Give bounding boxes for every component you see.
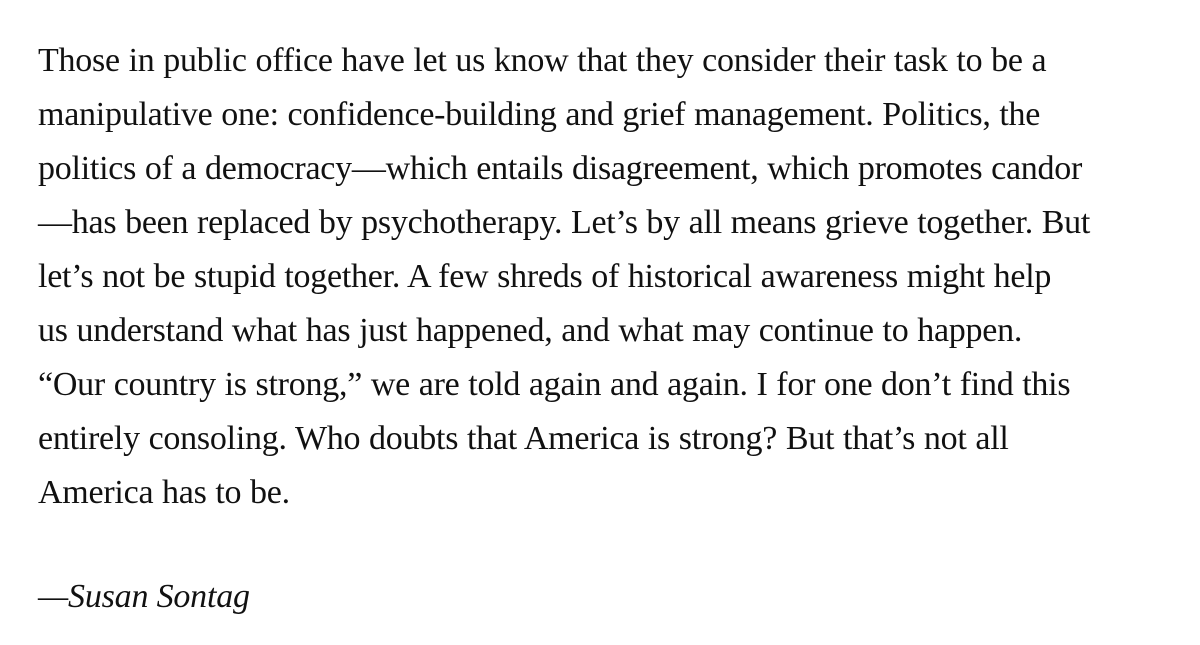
quote-line: manipulative one: confidence-building and grief management. Politics, the <box>38 96 1041 133</box>
quote-line: Those in public office have let us know that they consider their task to be a <box>38 42 1047 79</box>
quote-line: “Our country is strong,” we are told again and again. I for one don’t find this <box>38 366 1071 403</box>
quote-line: entirely consoling. Who doubts that America is strong? But that’s not all <box>38 420 1009 457</box>
quote-line: America has to be. <box>38 474 290 511</box>
quote-line: us understand what has just happened, and what may continue to happen. <box>38 312 1023 349</box>
quote-attribution: —Susan Sontag <box>38 578 250 615</box>
quote-line: let’s not be stupid together. A few shreds of historical awareness might help <box>38 258 1052 295</box>
quote-line: politics of a democracy—which entails disagreement, which promotes candor <box>38 150 1083 187</box>
quote-line: —has been replaced by psychotherapy. Let’s by all means grieve together. But <box>38 204 1091 241</box>
quote-text <box>38 34 1178 520</box>
quote-card <box>38 34 1178 624</box>
